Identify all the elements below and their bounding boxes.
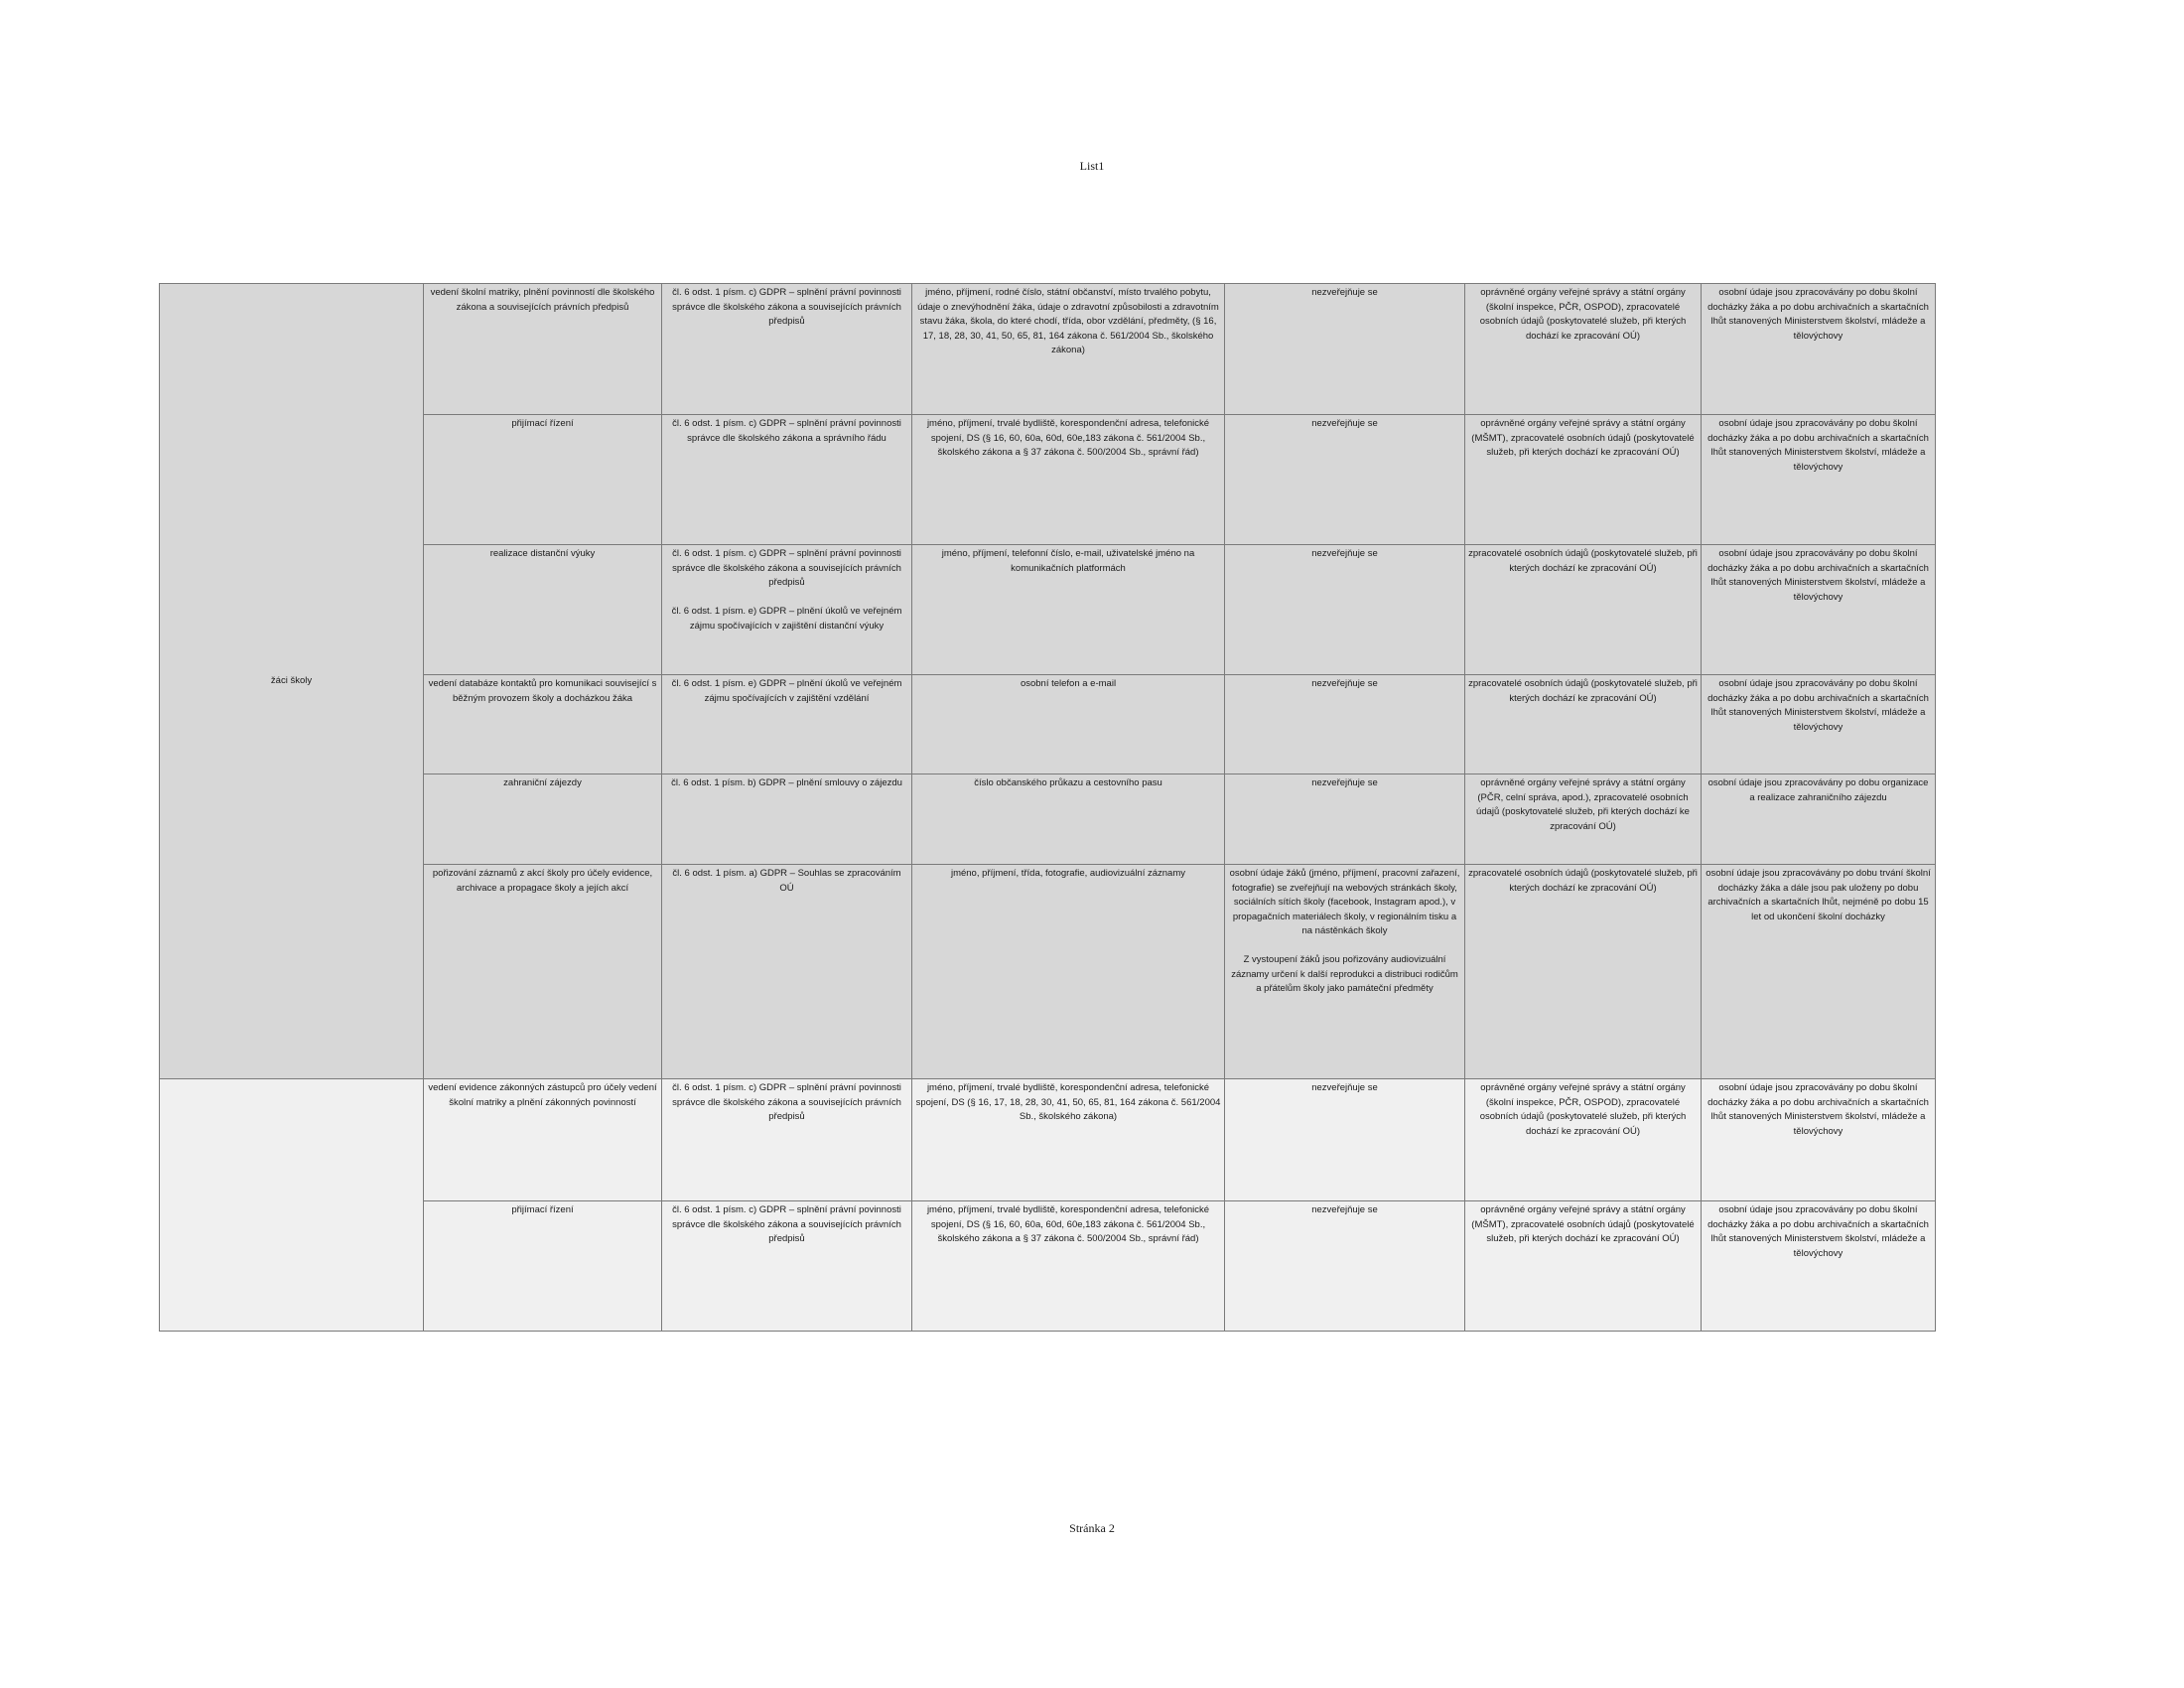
purpose-cell: [424, 774, 662, 865]
legal-basis-cell: [662, 545, 912, 675]
data-categories-cell-text: jméno, příjmení, třída, fotografie, audiovizuální záznamy: [950, 868, 1186, 879]
data-categories-cell: [912, 774, 1225, 865]
recipients-cell: [1465, 1201, 1702, 1332]
recipients-cell-text: zpracovatelé osobních údajů (poskytovatelé služeb, při kterých dochází ke zpracování OÚ): [1468, 868, 1698, 894]
purpose-cell: [424, 675, 662, 774]
retention-cell: [1702, 774, 1936, 865]
purpose-cell-text: pořizování záznamů z akcí školy pro účely evidence, archivace a propagace školy a jejích akcí: [432, 868, 653, 894]
data-categories-cell: [912, 545, 1225, 675]
data-categories-cell: [912, 284, 1225, 415]
retention-cell: [1702, 545, 1936, 675]
legal-basis-cell-text: čl. 6 odst. 1 písm. c) GDPR – splnění právní povinnosti správce dle školského zákona a souvisejících právních předpisů: [672, 1204, 901, 1244]
recipients-cell: [1465, 1079, 1702, 1201]
table-row: [160, 1201, 1936, 1332]
publication-cell: [1225, 865, 1465, 1079]
data-categories-cell-text: číslo občanského průkazu a cestovního pasu: [974, 777, 1162, 788]
purpose-cell-text: přijímací řízení: [511, 1204, 574, 1215]
recipients-cell: [1465, 545, 1702, 675]
publication-cell-text: osobní údaje žáků (jméno, příjmení, pracovní zařazení, fotografie) se zveřejňují na webových stránkách školy, sociálních sítích školy (facebook, Instagram apod.), v propagačních materiálech školy, v regionálním tisku a na nástěnkách školy Z vystoupení žáků jsou pořizovány audiovizuální záznamy určení k další reprodukci a distribuci rodičům a přátelům školy jako památeční předměty: [1229, 868, 1460, 994]
legal-basis-cell: [662, 415, 912, 545]
legal-basis-cell: [662, 865, 912, 1079]
publication-cell-text: nezveřejňuje se: [1311, 287, 1378, 298]
legal-basis-cell: [662, 1079, 912, 1201]
data-categories-cell: [912, 675, 1225, 774]
purpose-cell: [424, 865, 662, 1079]
publication-cell-text: nezveřejňuje se: [1311, 777, 1378, 788]
retention-cell: [1702, 1201, 1936, 1332]
table-row: [160, 284, 1936, 415]
legal-basis-cell: [662, 675, 912, 774]
data-categories-cell-text: jméno, příjmení, telefonní číslo, e-mail, uživatelské jméno na komunikačních platformách: [941, 548, 1195, 574]
publication-cell-text: nezveřejňuje se: [1311, 418, 1378, 429]
publication-cell: [1225, 774, 1465, 865]
purpose-cell-text: vedení databáze kontaktů pro komunikaci související s běžným provozem školy a docházkou žáka: [428, 678, 657, 704]
purpose-cell-text: vedení školní matriky, plnění povinností dle školského zákona a souvisejících právních předpisů: [430, 287, 655, 313]
recipients-cell: [1465, 675, 1702, 774]
legal-basis-cell-text: čl. 6 odst. 1 písm. c) GDPR – splnění právní povinnosti správce dle školského zákona a souvisejících právních předpisů: [672, 1082, 901, 1122]
table-row: [160, 865, 1936, 1079]
legal-basis-cell: [662, 774, 912, 865]
recipients-cell-text: oprávněné orgány veřejné správy a státní orgány (školní inspekce, PČR, OSPOD), zpracovatelé osobních údajů (poskytovatelé služeb, při kterých dochází ke zpracování OÚ): [1479, 1082, 1687, 1137]
retention-cell-text: osobní údaje jsou zpracovávány po dobu školní docházky žáka a po dobu archivačních a skartačních lhůt stanovených Ministerstvem školství, mládeže a tělovýchovy: [1707, 418, 1929, 473]
publication-cell: [1225, 284, 1465, 415]
recipients-cell-text: oprávněné orgány veřejné správy a státní orgány (školní inspekce, PČR, OSPOD), zpracovatelé osobních údajů (poskytovatelé služeb, při kterých dochází ke zpracování OÚ): [1479, 287, 1687, 342]
legal-basis-cell-text: čl. 6 odst. 1 písm. c) GDPR – splnění právní povinnosti správce dle školského zákona a souvisejících právních předpisů: [672, 287, 901, 327]
legal-basis-cell-text: čl. 6 odst. 1 písm. c) GDPR – splnění právní povinnosti správce dle školského zákona a souvisejících právních předpisů čl. 6 odst. 1 písm. e) GDPR – plnění úkolů ve veřejném zájmu spočívajících v zajištění distanční výuky: [671, 548, 902, 632]
recipients-cell-text: oprávněné orgány veřejné správy a státní orgány (PČR, celní správa, apod.), zpracovatelé osobních údajů (poskytovatelé služeb, při kterých dochází ke zpracování OÚ): [1476, 777, 1690, 832]
purpose-cell-text: vedení evidence zákonných zástupců pro účely vedení školní matriky a plnění zákonných povinností: [428, 1082, 657, 1108]
publication-cell-text: nezveřejňuje se: [1311, 1204, 1378, 1215]
data-categories-cell-text: osobní telefon a e-mail: [1020, 678, 1117, 689]
purpose-cell-text: realizace distanční výuky: [489, 548, 596, 559]
publication-cell-text: nezveřejňuje se: [1311, 678, 1378, 689]
publication-cell-text: nezveřejňuje se: [1311, 1082, 1378, 1093]
legal-basis-cell-text: čl. 6 odst. 1 písm. c) GDPR – splnění právní povinnosti správce dle školského zákona a správního řádu: [672, 418, 901, 444]
retention-cell-text: osobní údaje jsou zpracovávány po dobu školní docházky žáka a po dobu archivačních a skartačních lhůt stanovených Ministerstvem školství, mládeže a tělovýchovy: [1707, 548, 1929, 603]
legal-basis-cell: [662, 284, 912, 415]
recipients-cell-text: oprávněné orgány veřejné správy a státní orgány (MŠMT), zpracovatelé osobních údajů (poskytovatelé služeb, při kterých dochází ke zpracování OÚ): [1471, 1204, 1695, 1244]
legal-basis-cell-text: čl. 6 odst. 1 písm. e) GDPR – plnění úkolů ve veřejném zájmu spočívajících v zajištění vzdělání: [671, 678, 902, 704]
retention-cell-text: osobní údaje jsou zpracovávány po dobu školní docházky žáka a po dobu archivačních a skartačních lhůt stanovených Ministerstvem školství, mládeže a tělovýchovy: [1707, 678, 1929, 733]
table-row: [160, 774, 1936, 865]
purpose-cell: [424, 284, 662, 415]
retention-cell-text: osobní údaje jsou zpracovávány po dobu školní docházky žáka a po dobu archivačních a skartačních lhůt stanovených Ministerstvem školství, mládeže a tělovýchovy: [1707, 1204, 1929, 1259]
retention-cell: [1702, 1079, 1936, 1201]
sheet-name: List1: [1079, 159, 1105, 173]
data-categories-cell: [912, 1079, 1225, 1201]
subject-group-cell: žáci školy: [160, 284, 424, 1079]
retention-cell-text: osobní údaje jsou zpracovávány po dobu školní docházky žáka a po dobu archivačních a skartačních lhůt stanovených Ministerstvem školství, mládeže a tělovýchovy: [1707, 287, 1929, 342]
publication-cell-text: nezveřejňuje se: [1311, 548, 1378, 559]
publication-cell: [1225, 415, 1465, 545]
recipients-cell: [1465, 774, 1702, 865]
data-categories-cell-text: jméno, příjmení, rodné číslo, státní občanství, místo trvalého pobytu, údaje o znevýhodnění žáka, údaje o zdravotní způsobilosti a zdravotním stavu žáka, škola, do které chodí, třída, obor vzdělání, předměty, (§ 16, 17, 18, 28, 30, 41, 50, 65, 81, 164 zákona č. 561/2004 Sb., školského zákona): [917, 287, 1219, 355]
publication-cell: [1225, 675, 1465, 774]
publication-cell: [1225, 545, 1465, 675]
recipients-cell-text: oprávněné orgány veřejné správy a státní orgány (MŠMT), zpracovatelé osobních údajů (poskytovatelé služeb, při kterých dochází ke zpracování OÚ): [1471, 418, 1695, 458]
legal-basis-cell-text: čl. 6 odst. 1 písm. a) GDPR – Souhlas se zpracováním OÚ: [672, 868, 901, 894]
retention-cell: [1702, 284, 1936, 415]
purpose-cell-text: přijímací řízení: [511, 418, 574, 429]
recipients-cell: [1465, 415, 1702, 545]
recipients-cell: [1465, 865, 1702, 1079]
purpose-cell-text: zahraniční zájezdy: [503, 777, 582, 788]
retention-cell: [1702, 865, 1936, 1079]
recipients-cell-text: zpracovatelé osobních údajů (poskytovatelé služeb, při kterých dochází ke zpracování OÚ): [1468, 548, 1698, 574]
data-categories-cell-text: jméno, příjmení, trvalé bydliště, korespondenční adresa, telefonické spojení, DS (§ 16, 17, 18, 28, 30, 41, 50, 65, 81, 164 zákona č. 561/2004 Sb., školského zákona): [915, 1082, 1221, 1122]
table-row: [160, 1079, 1936, 1201]
table-row: [160, 675, 1936, 774]
recipients-cell: [1465, 284, 1702, 415]
legal-basis-cell: [662, 1201, 912, 1332]
data-categories-cell: [912, 415, 1225, 545]
retention-cell-text: osobní údaje jsou zpracovávány po dobu trvání školní docházky žáka a dále jsou pak uloženy po dobu archivačních a skartačních lhůt, nejméně po dobu 15 let od ukončení školní docházky: [1706, 868, 1931, 922]
publication-cell: [1225, 1201, 1465, 1332]
purpose-cell: [424, 415, 662, 545]
retention-cell: [1702, 675, 1936, 774]
page-number: Stránka 2: [1069, 1521, 1115, 1535]
purpose-cell: [424, 1079, 662, 1201]
data-categories-cell: [912, 1201, 1225, 1332]
data-categories-cell-text: jméno, příjmení, trvalé bydliště, korespondenční adresa, telefonické spojení, DS (§ 16, 60, 60a, 60d, 60e,183 zákona č. 561/2004 Sb., školského zákona a § 37 zákona č. 500/2004 Sb., správní řád): [926, 418, 1210, 458]
retention-cell: [1702, 415, 1936, 545]
purpose-cell: [424, 1201, 662, 1332]
data-categories-cell-text: jméno, příjmení, trvalé bydliště, korespondenční adresa, telefonické spojení, DS (§ 16, 60, 60a, 60d, 60e,183 zákona č. 561/2004 Sb., školského zákona a § 37 zákona č. 500/2004 Sb., správní řád): [926, 1204, 1210, 1244]
purpose-cell: [424, 545, 662, 675]
recipients-cell-text: zpracovatelé osobních údajů (poskytovatelé služeb, při kterých dochází ke zpracování OÚ): [1468, 678, 1698, 704]
publication-cell: [1225, 1079, 1465, 1201]
retention-cell-text: osobní údaje jsou zpracovávány po dobu školní docházky žáka a po dobu archivačních a skartačních lhůt stanovených Ministerstvem školství, mládeže a tělovýchovy: [1707, 1082, 1929, 1137]
processing-records-table: [159, 283, 1936, 1332]
table-row: [160, 545, 1936, 675]
data-categories-cell: [912, 865, 1225, 1079]
legal-basis-cell-text: čl. 6 odst. 1 písm. b) GDPR – plnění smlouvy o zájezdu: [671, 777, 902, 788]
subject-group-cell: [160, 1079, 424, 1332]
retention-cell-text: osobní údaje jsou zpracovávány po dobu organizace a realizace zahraničního zájezdu: [1707, 777, 1929, 803]
table-row: [160, 415, 1936, 545]
